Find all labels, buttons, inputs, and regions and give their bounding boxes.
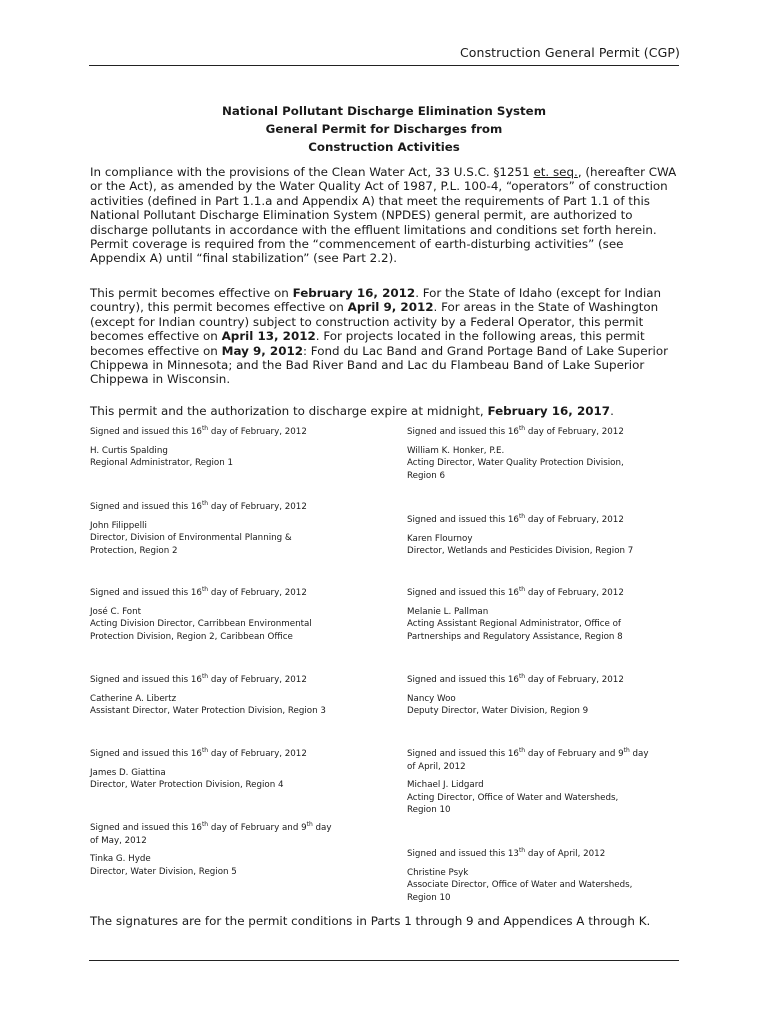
- signature-block-region-10-lidgard: [407, 748, 667, 817]
- running-header: Construction General Permit (CGP): [459, 45, 680, 60]
- date-superscript: th: [518, 673, 526, 681]
- p2-text-b: . For the State of Idaho (except for Indian country), this permit becomes effective on: [90, 286, 662, 315]
- signature-date-continued: of May, 2012: [90, 835, 147, 846]
- date-text: Signed and issued this 16: [90, 427, 202, 437]
- signature-date: [90, 587, 380, 600]
- signatory-name: Karen Flournoy: [407, 533, 473, 544]
- signatory-title: Protection Division, Region 2, Caribbean Office: [90, 631, 293, 642]
- p2-text-a: This permit becomes effective on: [90, 286, 293, 300]
- signatory-title: Region 10: [407, 805, 451, 815]
- expiration-date: February 16, 2017: [487, 404, 611, 418]
- signatory-name: Melanie L. Pallman: [407, 606, 489, 617]
- signatory-title: Associate Director, Office of Water and Watersheds,: [407, 880, 633, 890]
- date-text: day of February, 2012: [208, 675, 307, 685]
- date-text: day of February, 2012: [525, 427, 624, 437]
- date-text: day of February and 9: [208, 823, 307, 833]
- signature-date: [407, 748, 667, 761]
- signature-block-region-4: [90, 748, 380, 792]
- signature-block-region-2: [90, 501, 380, 557]
- date-text: Signed and issued this 16: [90, 823, 202, 833]
- date-superscript: th: [201, 821, 209, 829]
- date-superscript: th: [201, 586, 209, 594]
- signatory-title: Acting Director, Office of Water and Watersheds,: [407, 792, 619, 803]
- signatory-title: Director, Water Division, Region 5: [90, 866, 237, 877]
- signature-block-region-2-caribbean: [90, 587, 380, 643]
- document-title: [89, 102, 679, 156]
- signature-date: [407, 848, 667, 861]
- header-rule: [89, 65, 679, 66]
- effective-date-3: April 13, 2012: [221, 329, 316, 344]
- signatory-name: Michael J. Lidgard: [407, 780, 484, 790]
- signature-date: [90, 501, 380, 514]
- signature-block-region-9: [407, 674, 667, 718]
- date-superscript: th: [201, 500, 209, 508]
- date-text: Signed and issued this 16: [407, 515, 519, 525]
- signatory-title: Acting Director, Water Quality Protection Division,: [407, 458, 624, 468]
- et-seq-text: et. seq.: [533, 165, 578, 179]
- expiration-paragraph: [90, 404, 682, 418]
- date-text: Signed and issued this 16: [90, 502, 202, 512]
- signature-date: [407, 587, 667, 600]
- p2-text-d: . For projects located in the following areas, this permit becomes effective on: [90, 329, 645, 358]
- signatory-title: Regional Administrator, Region 1: [90, 458, 234, 468]
- p3-text-b: .: [610, 404, 614, 418]
- date-superscript: th: [201, 673, 209, 681]
- date-superscript: th: [306, 821, 313, 829]
- signature-date: [90, 426, 380, 439]
- p1-text-a: In compliance with the provisions of the Clean Water Act, 33 U.S.C. §1251: [90, 165, 534, 179]
- signatory-title: Director, Water Protection Division, Region 4: [90, 780, 284, 790]
- date-text: day of February, 2012: [525, 515, 624, 525]
- date-superscript: th: [518, 513, 526, 521]
- date-text: day of February, 2012: [208, 749, 307, 759]
- signatory-name: José C. Font: [90, 606, 142, 617]
- title-line-1: National Pollutant Discharge Elimination System: [222, 104, 546, 118]
- date-superscript: th: [518, 747, 526, 755]
- signature-block-region-8: [407, 587, 667, 643]
- signatory-name: John Filippelli: [90, 520, 147, 531]
- effective-date-2: April 9, 2012: [347, 300, 434, 315]
- date-text: Signed and issued this 16: [90, 749, 202, 759]
- date-text: Signed and issued this 16: [407, 588, 519, 598]
- date-text: day of February and 9: [525, 749, 624, 759]
- date-superscript: th: [201, 747, 209, 755]
- signatory-title: Region 6: [407, 470, 446, 481]
- signature-block-region-10-psyk: [407, 848, 667, 904]
- signatory-name: Tinka G. Hyde: [90, 854, 151, 864]
- effective-date-1: February 16, 2012: [292, 286, 416, 300]
- signatory-title: Director, Wetlands and Pesticides Division, Region 7: [407, 546, 634, 556]
- date-text: Signed and issued this 16: [90, 675, 202, 685]
- signature-date: [90, 822, 380, 835]
- date-text: Signed and issued this 13: [407, 849, 519, 859]
- p3-text-a: This permit and the authorization to discharge expire at midnight,: [90, 404, 488, 418]
- signatory-title: Acting Division Director, Carribbean Environmental: [90, 619, 312, 629]
- footer-rule: [89, 960, 679, 961]
- title-line-2: General Permit for Discharges from: [265, 122, 503, 136]
- effective-date-paragraph: [90, 286, 682, 387]
- date-superscript: th: [518, 425, 526, 433]
- signature-date: [90, 674, 380, 687]
- date-text: Signed and issued this 16: [90, 588, 202, 598]
- date-text: day of February, 2012: [525, 675, 624, 685]
- date-superscript: th: [518, 847, 526, 855]
- p2-text-e: : Fond du Lac Band and Grand Portage Band of Lake Superior Chippewa in Minnesota; and the Bad River Band and Lac du Flambeau Band of Lake Superior Chippewa in Wisconsin.: [90, 343, 668, 387]
- signatory-title: Protection, Region 2: [90, 545, 178, 556]
- date-text: day of February, 2012: [525, 588, 624, 598]
- date-text: Signed and issued this 16: [407, 749, 519, 759]
- closing-statement: The signatures are for the permit conditions in Parts 1 through 9 and Appendices A through K.: [90, 914, 651, 928]
- signature-block-region-1: [90, 426, 380, 470]
- signatory-title: Director, Division of Environmental Planning &: [90, 533, 292, 543]
- signatory-title: Deputy Director, Water Division, Region 9: [407, 706, 589, 716]
- date-text: day of April, 2012: [525, 849, 606, 859]
- effective-date-4: May 9, 2012: [221, 343, 304, 358]
- signature-block-region-6: [407, 426, 667, 482]
- p1-text-b: , (hereafter CWA or the Act), as amended by the Water Quality Act of 1987, P.L. 100-4, “operators” of construction activities (defined in Part 1.1.a and Appendix A) that meet the requirements of Part 1.1 of this National Pollutant Discharge Elimination System (NPDES) general permit, are authorized to discharge pollutants in accordance with the effluent limitations and conditions set forth herein. Permit coverage is required from the “commencement of earth-disturbing activities” (see Appendix A) until “final stabilization” (see Part 2.2).: [90, 165, 677, 266]
- signatory-name: Nancy Woo: [407, 693, 456, 704]
- signature-date: [90, 748, 380, 761]
- date-text: day of February, 2012: [208, 427, 307, 437]
- signatory-name: James D. Giattina: [90, 767, 166, 778]
- date-text: day: [629, 749, 649, 759]
- signatory-name: H. Curtis Spalding: [90, 445, 168, 456]
- signatory-title: Assistant Director, Water Protection Division, Region 3: [90, 706, 326, 716]
- signature-date-continued: of April, 2012: [407, 761, 466, 772]
- signature-block-region-3: [90, 674, 380, 718]
- signature-block-region-7: [407, 514, 667, 558]
- date-text: Signed and issued this 16: [407, 675, 519, 685]
- compliance-paragraph: [90, 165, 682, 266]
- p2-text-c: . For areas in the State of Washington (except for Indian country) subject to construction activity by a Federal Operator, this permit becomes effective on: [90, 300, 659, 344]
- date-text: day of February, 2012: [208, 588, 307, 598]
- signatory-title: Partnerships and Regulatory Assistance, Region 8: [407, 631, 623, 642]
- signatory-name: William K. Honker, P.E.: [407, 445, 505, 456]
- signatory-title: Region 10: [407, 892, 451, 903]
- signatory-name: Catherine A. Libertz: [90, 693, 177, 704]
- signature-date: [407, 674, 667, 687]
- signatory-name: Christine Psyk: [407, 867, 469, 878]
- date-superscript: th: [201, 425, 209, 433]
- signatory-title: Acting Assistant Regional Administrator, Office of: [407, 619, 621, 629]
- date-text: day of February, 2012: [208, 502, 307, 512]
- signature-date: [407, 426, 667, 439]
- date-superscript: th: [623, 747, 630, 755]
- title-line-3: Construction Activities: [308, 140, 460, 154]
- signature-date: [407, 514, 667, 527]
- date-text: Signed and issued this 16: [407, 427, 519, 437]
- date-superscript: th: [518, 586, 526, 594]
- date-text: day: [312, 823, 332, 833]
- signature-block-region-5: [90, 822, 380, 878]
